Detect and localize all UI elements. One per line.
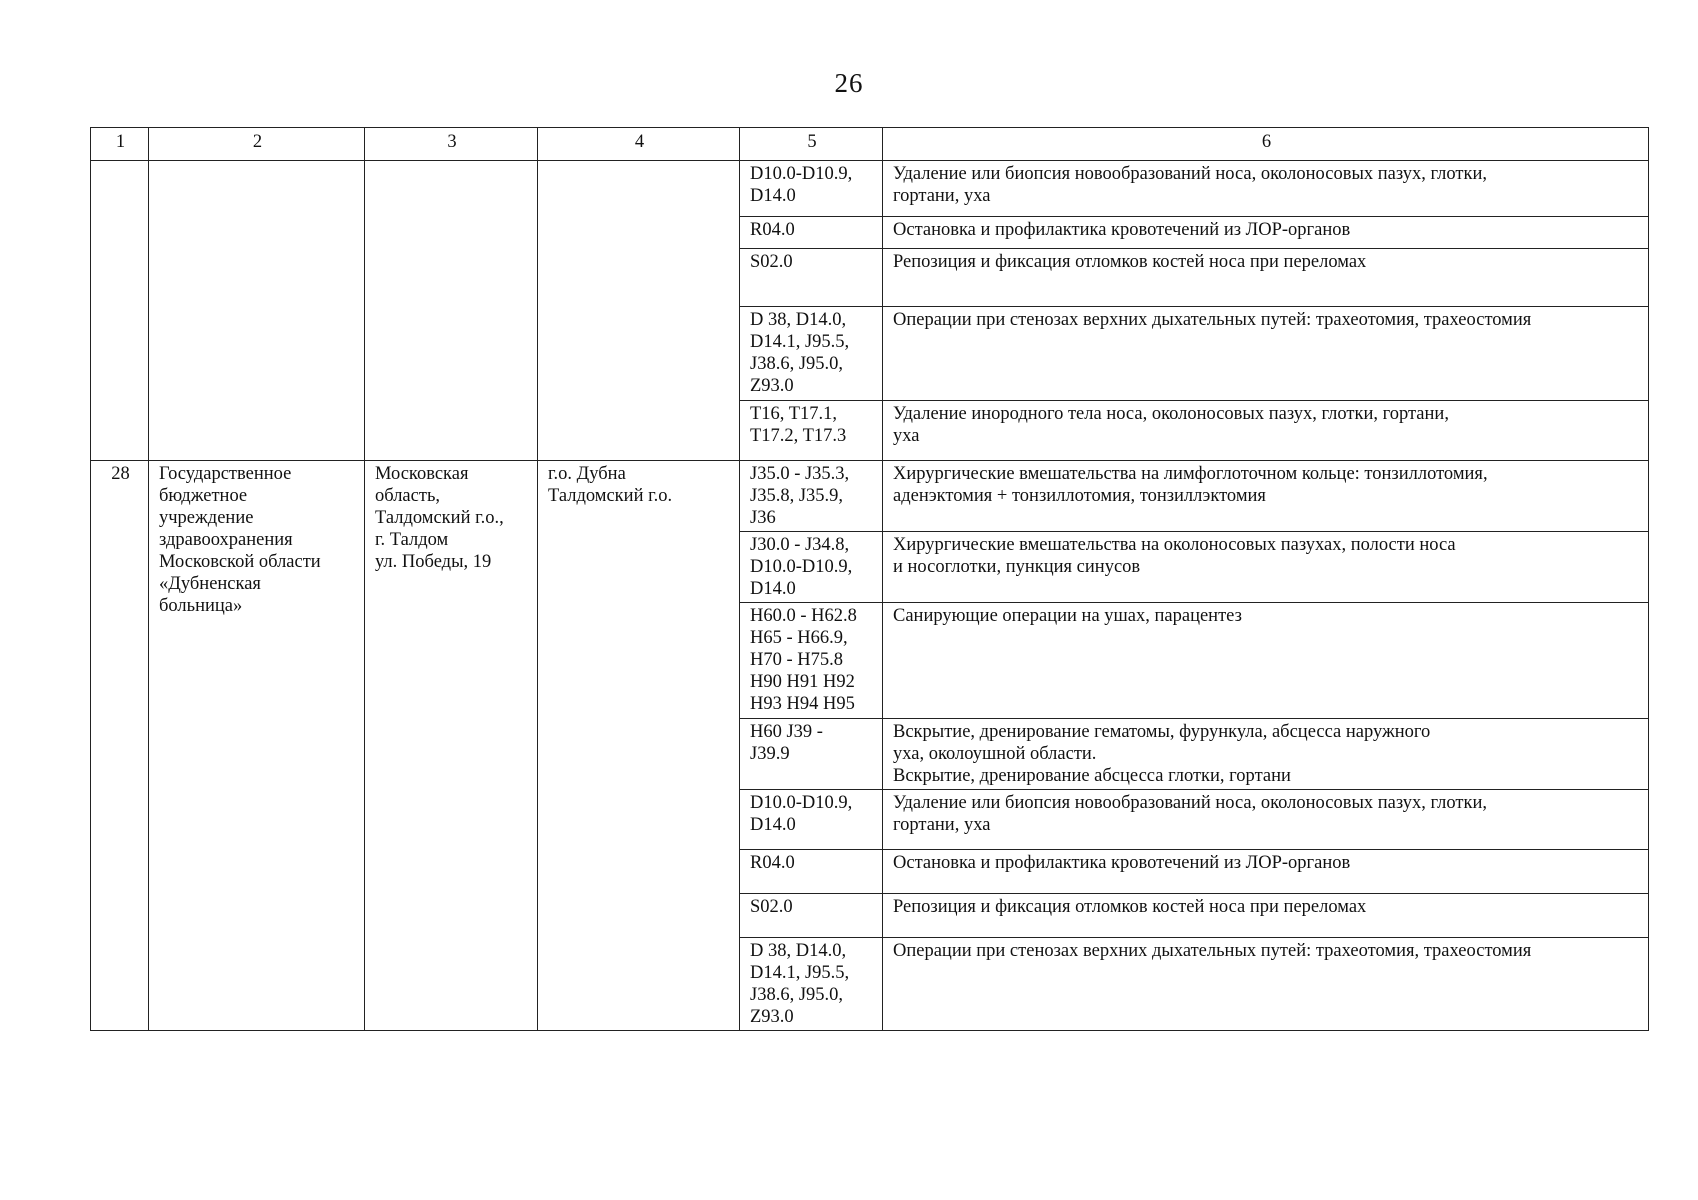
procedure-cell: Остановка и профилактика кровотечений из ЛОР-органов: [883, 217, 1649, 249]
procedure-cell: Хирургические вмешательства на лимфоглоточном кольце: тонзиллотомия, аденэктомия + тонзиллотомия, тонзиллэктомия: [883, 461, 1649, 532]
empty-address-cell: [365, 161, 538, 461]
column-header-3: 3: [365, 128, 538, 161]
procedure-cell: Хирургические вмешательства на околоносовых пазухах, полости носа и носоглотки, пункция синусов: [883, 532, 1649, 603]
diagnosis-code-cell: S02.0: [740, 249, 883, 307]
served-territory: г.о. Дубна Талдомский г.о.: [538, 461, 740, 1031]
diagnosis-code-cell: J30.0 - J34.8, D10.0-D10.9, D14.0: [740, 532, 883, 603]
column-header-5: 5: [740, 128, 883, 161]
diagnosis-code-cell: R04.0: [740, 850, 883, 894]
diagnosis-code-cell: D10.0-D10.9, D14.0: [740, 790, 883, 850]
column-number-row: [91, 128, 1649, 161]
procedure-cell: Санирующие операции на ушах, парацентез: [883, 603, 1649, 719]
empty-territory-cell: [538, 161, 740, 461]
diagnosis-code-cell: D 38, D14.0, D14.1, J95.5, J38.6, J95.0, Z93.0: [740, 938, 883, 1031]
diagnosis-code-cell: J35.0 - J35.3, J35.8, J35.9, J36: [740, 461, 883, 532]
procedure-cell: Удаление инородного тела носа, околоносовых пазух, глотки, гортани, уха: [883, 401, 1649, 461]
facilities-table: [90, 127, 1649, 1031]
diagnosis-code-cell: H60 J39 - J39.9: [740, 719, 883, 790]
procedure-cell: Операции при стенозах верхних дыхательных путей: трахеотомия, трахеостомия: [883, 307, 1649, 401]
diagnosis-code-cell: R04.0: [740, 217, 883, 249]
procedure-cell: Удаление или биопсия новообразований носа, околоносовых пазух, глотки, гортани, уха: [883, 161, 1649, 217]
diagnosis-code-cell: S02.0: [740, 894, 883, 938]
column-header-4: 4: [538, 128, 740, 161]
diagnosis-code-cell: D 38, D14.0, D14.1, J95.5, J38.6, J95.0, Z93.0: [740, 307, 883, 401]
diagnosis-code-cell: H60.0 - H62.8 H65 - H66.9, H70 - H75.8 H90 H91 H92 H93 H94 H95: [740, 603, 883, 719]
table-row: [91, 161, 1649, 217]
procedure-cell: Остановка и профилактика кровотечений из ЛОР-органов: [883, 850, 1649, 894]
institution-name: Государственное бюджетное учреждение здравоохранения Московской области «Дубненская больница»: [149, 461, 365, 1031]
diagnosis-code-cell: D10.0-D10.9, D14.0: [740, 161, 883, 217]
column-header-1: 1: [91, 128, 149, 161]
table-row: [91, 461, 1649, 532]
page-number: 26: [834, 68, 864, 98]
column-header-6: 6: [883, 128, 1649, 161]
procedure-cell: Репозиция и фиксация отломков костей носа при переломах: [883, 249, 1649, 307]
procedure-cell: Вскрытие, дренирование гематомы, фурункула, абсцесса наружного уха, околоушной области. Вскрытие, дренирование абсцесса глотки, гортани: [883, 719, 1649, 790]
procedure-cell: Удаление или биопсия новообразований носа, околоносовых пазух, глотки, гортани, уха: [883, 790, 1649, 850]
procedure-cell: Репозиция и фиксация отломков костей носа при переломах: [883, 894, 1649, 938]
procedure-cell: Операции при стенозах верхних дыхательных путей: трахеотомия, трахеостомия: [883, 938, 1649, 1031]
institution-address: Московская область, Талдомский г.о., г. Талдом ул. Победы, 19: [365, 461, 538, 1031]
diagnosis-code-cell: T16, T17.1, T17.2, T17.3: [740, 401, 883, 461]
empty-institution-cell: [149, 161, 365, 461]
entry-number: 28: [91, 461, 149, 1031]
empty-number-cell: [91, 161, 149, 461]
column-header-2: 2: [149, 128, 365, 161]
